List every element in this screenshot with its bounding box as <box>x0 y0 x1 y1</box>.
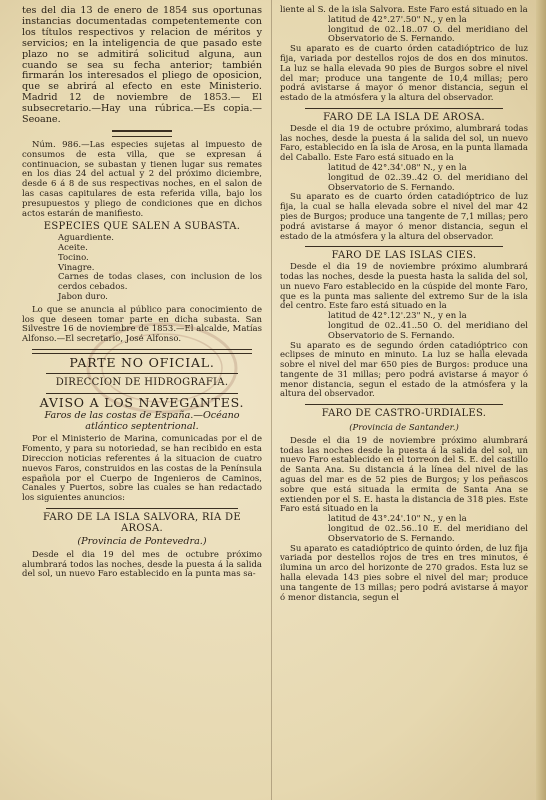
coordinate-latitude: latitud de 42°.34'.08" N., y en la <box>328 162 467 173</box>
coordinate-longitude: longitud de 02..41..50 O. del meridiano del Observatorio de S. Fernando. <box>328 320 528 341</box>
heading-faro-arosa: FARO DE LA ISLA DE AROSA. <box>323 111 485 123</box>
rule-divider <box>305 108 503 109</box>
column-divider <box>271 0 272 800</box>
rule-divider <box>305 246 503 247</box>
rule-divider <box>46 393 238 394</box>
left-column <box>22 6 262 580</box>
heading-aviso-navegantes: AVISO A LOS NAVEGANTES. <box>39 394 245 410</box>
subheading-provincia-santander: (Provincia de Santander.) <box>349 423 459 434</box>
paragraph-auction-notice: Núm. 986.—Las especies sujetas al impuesto de consumos de esta villa, que se expresan á continuacion, se subastan y tienen lugar sus remates en los dias 24 del actual y 2 del próximo diciembre, desde 6 á 8 de sus respectivas noches, en el salon de las casas capitulares de esta referida villa, bajo los presupuestos y pliego de condiciones que en dichos actos estarán de manifiesto. <box>22 139 262 219</box>
coordinate-latitude: latitud de 43°.24'.10" N., y en la <box>328 514 467 525</box>
list-item: Jabon duro. <box>58 291 108 302</box>
list-item: Aguardiente. <box>58 233 114 244</box>
paragraph-arosa-intro: Desde el dia 19 de octubre próximo, alumbrará todas las noches, desde la puesta á la salida del sol, un nuevo Faro, establecido en la isla de Arosa, en la punta llamada del Caballo. Este Faro está situado en la <box>280 123 528 164</box>
paragraph-cies-aparato: Su aparato es de segundo órden catadióptrico con eclipses de minuto en minuto. La luz se halla elevada sobre el nivel del mar 650 pies de Burgos: produce una tangente de 31 millas; pero podrá avistarse á mayor ó menor distancia, segun el estado de la atmósfera y la altura del observador. <box>280 340 528 400</box>
paragraph-castro-intro: Desde el dia 19 de noviembre próximo alumbrará todas las noches desde la puesta á la salida del sol, un nuevo Faro establecido en el torreon del S. E. del castillo de Santa Ana. Su distancia á la línea del nivel de las aguas del mar es de 52 pies de Burgos; y los peñascos sobre que está situada la ermita de Santa Ana se extienden por el S. E. hasta la distancia de 318 pies. Este Faro está situado en la <box>280 435 528 515</box>
coordinate-longitude: longitud de 02..39..42 O. del meridiano del Observatorio de S. Fernando. <box>328 172 528 193</box>
ornament-divider <box>112 130 172 137</box>
heading-parte-no-oficial: PARTE NO OFICIAL. <box>69 354 215 370</box>
right-column <box>280 6 528 603</box>
rule-divider <box>46 373 238 374</box>
paragraph-salvora-cont: liente al S. de la isla Salvora. Este Faro está situado en la <box>280 5 528 15</box>
list-item: Vinagre. <box>58 262 95 273</box>
coordinate-latitude: latitud de 42°.27'.50" N., y en la <box>328 14 467 25</box>
double-rule <box>32 349 253 354</box>
paragraph-ministry-notice: tes del dia 13 de enero de 1854 sus oportunas instancias documentadas competentemente con los títulos respectivos y relacion de méritos y servicios; en la inteligencia de que pasado este plazo no se admitirá solicitud alguna, aun cuando se sea su fecha anterior; también firmarán los interesados el pliego de oposicion, que se abrirá al efecto en este Ministerio. Madrid 12 de noviembre de 1853.— El subsecretario.—Hay una rúbrica.—Es copia.—Seoane. <box>22 5 262 126</box>
coordinate-longitude: longitud de 02..56..10 E. del meridiano del Observatorio de S. Fernando. <box>328 524 528 544</box>
paragraph-arosa-aparato: Su aparato es de cuarto órden catadióptrico de luz fija, la cual se halla elevada sobre el nivel del mar 42 pies de Burgos; produce una tangente de 7,1 millas; pero podrá avistarse á mayor ó menor distancia, segun el estado de la atmósfera y la altura del observador. <box>280 192 528 242</box>
paragraph-cies-intro: Desde el dia 19 de noviembre próximo alumbrará todas las noches, desde la puesta hasta la salida del sol, un nuevo Faro establecido en la cúspide del monte Faro, que es la punta mas saliente del extremo Sur de la isla del centro. Este faro está situado en la <box>280 262 528 312</box>
heading-faro-salvora: FARO DE LA ISLA SALVORA, RIA DE AROSA. <box>43 512 241 534</box>
subheading-faros-costas: Faros de las costas de España.—Océano atlántico septentrional. <box>44 409 240 432</box>
coordinate-longitude: longitud de 02..18..07 O. del meridiano del Observatorio de S. Fernando. <box>328 24 528 45</box>
heading-faro-cies: FARO DE LAS ISLAS CIES. <box>331 250 477 262</box>
list-item: Carnes de todas clases, con inclusion de los cerdos cebados. <box>58 272 262 293</box>
heading-hidrografia: DIRECCION DE HIDROGRAFIA. <box>55 376 229 388</box>
paragraph-auction-closing: Lo que se anuncia al público para conocimiento de los que deseen tomar parte en dicha subasta. San Silvestre 16 de noviembre de 1853.—El alcalde, Matías Alfonso.—El secretario, José Alfonso. <box>22 304 262 345</box>
rule-divider <box>46 508 238 509</box>
paragraph-castro-aparato: Su aparato es catadióptrico de quinto órden, de luz fija variada por destellos rojos de tres en tres minutos, é ilumina un arco del horizonte de 270 grados. Esta luz se halla elevada 143 pies sobre el nivel del mar; produce una tangente de 13 millas; pero podrá avistarse á mayor ó menor distancia, segun el <box>280 543 528 603</box>
paragraph-ministerio-marina: Por el Ministerio de Marina, comunicadas por el de Fomento, y para su notoriedad, se han recibido en esta Direccion noticias referentes á la situacion de cuatro nuevos Faros, construidos en las costas de la Península española por el Cuerpo de Ingenieros de Caminos, Canales y Puertos, sobre las cuales se han redactado los siguientes anuncios: <box>22 434 262 504</box>
heading-faro-castro-urdiales: FARO DE CASTRO-URDIALES. <box>321 408 487 420</box>
coordinate-latitude: latitud de 42°.12'.23" N., y en la <box>328 311 467 322</box>
heading-species: ESPECIES QUE SALEN A SUBASTA. <box>43 221 241 233</box>
paragraph-salvora-intro: Desde el dia 19 del mes de octubre próximo alumbrará todos las noches, desde la puesta á la salida del sol, un nuevo Faro establecido en la punta mas sa- <box>22 549 262 580</box>
paragraph-salvora-aparato: Su aparato es de cuarto órden catadióptrico de luz fija, variada por destellos rojos de dos en dos minutos. La luz se halla elevada 90 pies de Burgos sobre el nivel del mar; produce una tangente de 10,4 millas; pero podrá avistarse á mayor ó menor distancia, segun el estado de la atmósfera y la altura del observador. <box>280 44 528 104</box>
page-edge <box>536 0 546 800</box>
rule-divider <box>305 404 503 405</box>
list-item: Aceite. <box>58 242 88 253</box>
subheading-provincia-pontevedra: (Provincia de Pontevedra.) <box>77 535 207 547</box>
list-item: Tocino. <box>58 252 89 263</box>
